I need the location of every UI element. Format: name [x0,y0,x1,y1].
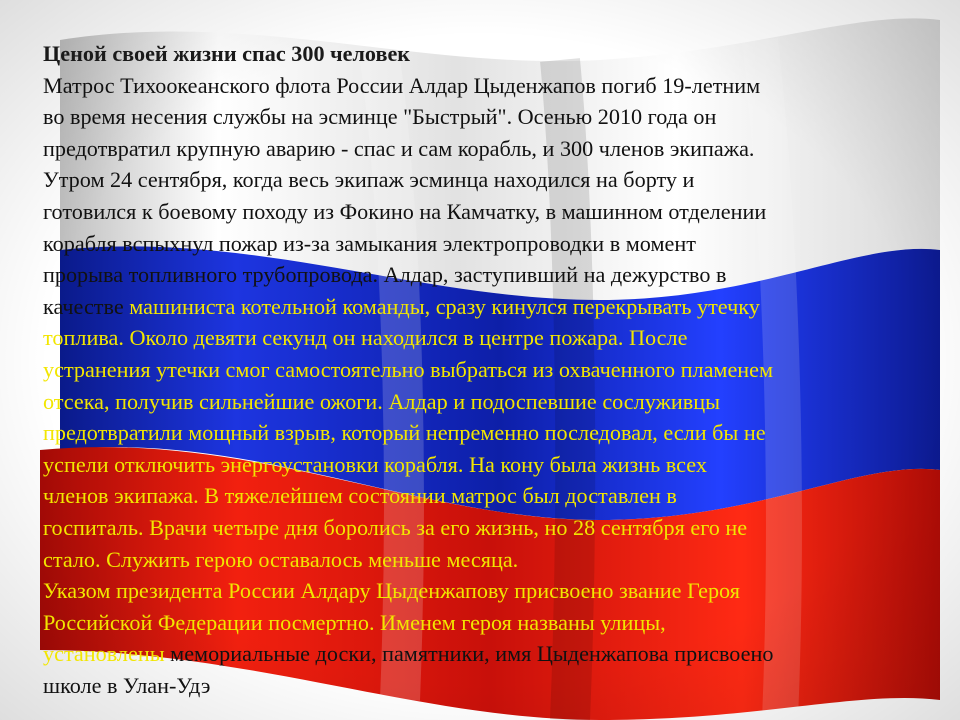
text-line [43,386,933,418]
text-line [43,575,933,607]
text-line [43,670,933,702]
text-segment: прорыва топливного трубопровода. Алдар, заступивший на дежурство в [43,262,727,288]
text-segment: установлены [43,641,171,667]
text-line [43,480,933,512]
text-segment: Указом президента России Алдару Цыденжапову присвоено звание Героя [43,578,740,604]
text-line [43,70,933,102]
text-segment: предотвратил крупную аварию - спас и сам корабль, и 300 членов экипажа. [43,135,755,161]
text-segment: Утром 24 сентября, когда весь экипаж эсминца находился на борту и [43,167,695,193]
text-segment: топлива. Около девяти секунд он находился в центре пожара. После [43,325,688,351]
text-segment: устранения утечки смог самостоятельно выбраться из охваченного пламенем [43,356,774,382]
text-segment: школе в Улан-Удэ [43,672,211,698]
text-segment: готовился к боевому походу из Фокино на Камчатку, в машинном отделении [43,198,767,224]
text-line [43,164,933,196]
text-line [43,101,933,133]
text-segment: стало. Служить герою оставалось меньше месяца. [43,546,519,572]
text-segment: отсека, получив сильнейшие ожоги. Алдар и подоспевшие сослуживцы [43,388,720,414]
text-line [43,196,933,228]
text-line [43,291,933,323]
text-line [43,449,933,481]
text-line [43,417,933,449]
text-line [43,638,933,670]
text-line [43,259,933,291]
text-segment: машиниста котельной команды, сразу кинулся перекрывать утечку [129,293,760,319]
text-segment: госпиталь. Врачи четыре дня боролись за его жизнь, но 28 сентября его не [43,514,748,540]
text-segment: корабля вспыхнул пожар из-за замыкания электропроводки в момент [43,230,696,256]
text-line [43,228,933,260]
article-text [43,38,933,701]
text-line [43,133,933,165]
text-segment: успели отключить энергоустановки корабля. На кону была жизнь всех [43,451,707,477]
text-line [43,512,933,544]
text-line [43,354,933,386]
text-line [43,322,933,354]
text-segment: во время несения службы на эсминце "Быстрый". Осенью 2010 года он [43,104,717,130]
text-segment: Матрос Тихоокеанского флота России Алдар Цыденжапов погиб 19-летним [43,72,761,98]
text-segment: качестве [43,293,130,319]
text-line [43,544,933,576]
text-line [43,607,933,639]
article-heading: Ценой своей жизни спас 300 человек [43,41,411,66]
text-segment: мемориальные доски, памятники, имя Цыденжапова присвоено [170,641,774,667]
text-segment: Российской Федерации посмертно. Именем героя названы улицы, [43,609,666,635]
text-segment: предотвратили мощный взрыв, который непременно последовал, если бы не [43,420,766,446]
article-body [43,70,933,702]
text-segment: членов экипажа. В тяжелейшем состоянии матрос был доставлен в [43,483,677,509]
